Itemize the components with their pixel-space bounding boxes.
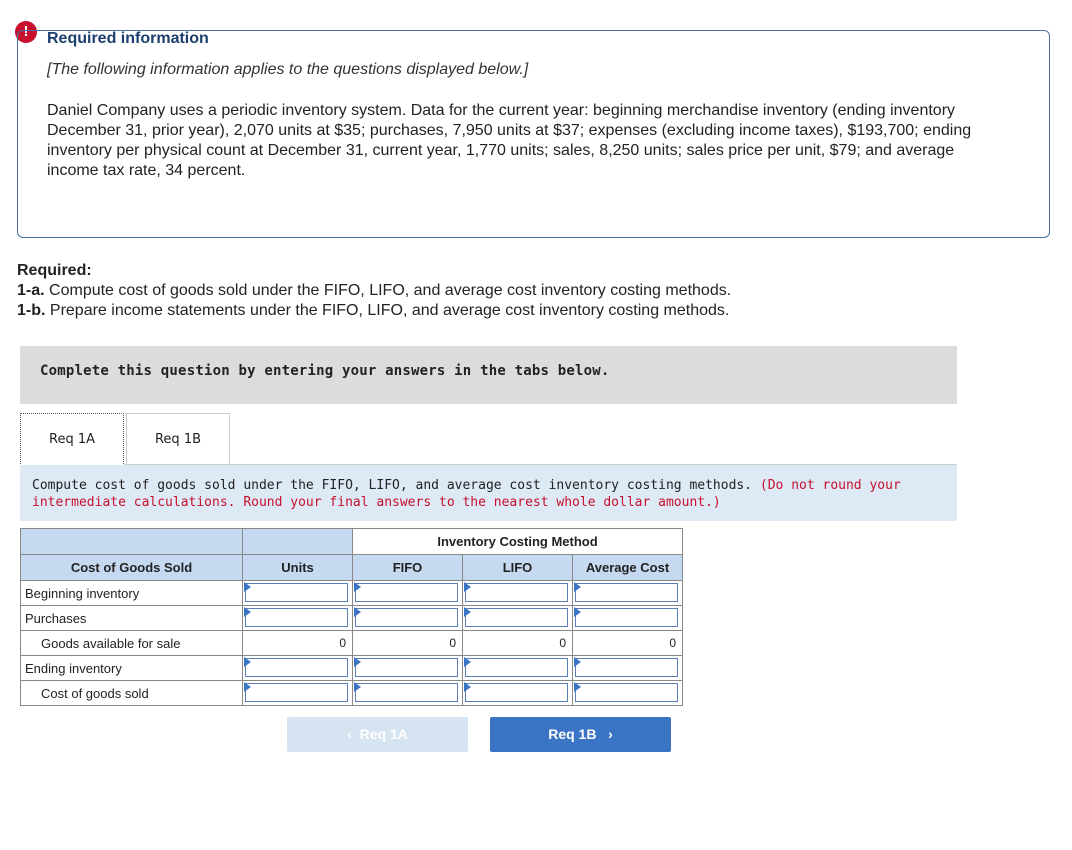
table-row (21, 681, 683, 706)
input-cell (353, 581, 463, 606)
input-cell (573, 681, 683, 706)
table-row (21, 606, 683, 631)
column-header: FIFO (353, 555, 463, 581)
input-flag-icon (354, 607, 361, 617)
next-req-button[interactable] (490, 717, 671, 752)
prev-req-label: Req 1A (359, 726, 408, 742)
row-label: Purchases (21, 606, 243, 631)
table-row (21, 631, 683, 656)
lifo-total: 0 (463, 631, 573, 656)
input-cell (353, 606, 463, 631)
tab-req-1a[interactable]: Req 1A (20, 413, 124, 466)
column-header: Cost of Goods Sold (21, 555, 243, 581)
required-item-label: 1-b. (17, 302, 46, 319)
instruction-note: (Do not round your intermediate calculations. Round your final answers to the nearest whole dollar amount.) (32, 478, 901, 510)
row-label: Goods available for sale (21, 631, 243, 656)
average-cost-input[interactable] (575, 658, 678, 677)
info-title: Required information (47, 30, 209, 47)
required-item-label: 1-a. (17, 282, 45, 299)
input-cell (573, 656, 683, 681)
complete-bar (20, 346, 957, 404)
alert-icon: ! (15, 21, 37, 43)
fifo-input[interactable] (355, 608, 458, 627)
required-item (17, 281, 917, 301)
input-flag-icon (464, 582, 471, 592)
input-cell (463, 606, 573, 631)
input-cell (463, 681, 573, 706)
input-flag-icon (354, 682, 361, 692)
input-flag-icon (244, 607, 251, 617)
input-cell (353, 681, 463, 706)
input-flag-icon (574, 582, 581, 592)
units-input[interactable] (245, 683, 348, 702)
input-flag-icon (574, 607, 581, 617)
required-item (17, 301, 917, 321)
chevron-left-icon: ‹ (347, 726, 352, 742)
units-input[interactable] (245, 583, 348, 602)
input-cell (463, 656, 573, 681)
lifo-input[interactable] (465, 658, 568, 677)
fifo-total: 0 (353, 631, 463, 656)
required-section (17, 261, 917, 321)
input-cell (463, 581, 573, 606)
row-label: Beginning inventory (21, 581, 243, 606)
instruction-panel (20, 465, 957, 521)
info-body: Daniel Company uses a periodic inventory system. Data for the current year: beginning merchandise inventory (ending inventory December 31, prior year), 2,070 units at $35; purchases, 7,950 units at $37; expenses (excluding income taxes), $193,700; ending inventory per physical count at December 31, current year, 1,770 units; sales, 8,250 units; sales price per unit, $79; and average income tax rate, 34 percent. (47, 102, 972, 179)
header-blank (21, 529, 243, 555)
input-cell (243, 656, 353, 681)
input-flag-icon (244, 682, 251, 692)
input-cell (243, 681, 353, 706)
required-item-text: Compute cost of goods sold under the FIFO, LIFO, and average cost inventory costing methods. (49, 282, 732, 299)
input-flag-icon (244, 582, 251, 592)
input-cell (243, 581, 353, 606)
instruction-text: Compute cost of goods sold under the FIFO, LIFO, and average cost inventory costing methods. (32, 478, 753, 493)
input-cell (573, 606, 683, 631)
next-req-label: Req 1B (548, 726, 597, 742)
average-cost-total: 0 (573, 631, 683, 656)
tab-req-1b[interactable]: Req 1B (126, 413, 230, 465)
required-item-text: Prepare income statements under the FIFO, LIFO, and average cost inventory costing methods. (49, 302, 730, 319)
input-flag-icon (464, 607, 471, 617)
input-flag-icon (354, 582, 361, 592)
input-flag-icon (464, 682, 471, 692)
input-flag-icon (464, 657, 471, 667)
info-subtitle: [The following information applies to the questions displayed below.] (47, 61, 529, 78)
cogs-table (20, 528, 683, 706)
input-cell (353, 656, 463, 681)
average-cost-input[interactable] (575, 583, 678, 602)
input-flag-icon (574, 682, 581, 692)
chevron-right-icon: › (608, 726, 613, 742)
fifo-input[interactable] (355, 583, 458, 602)
input-cell (243, 606, 353, 631)
table-row (21, 581, 683, 606)
input-flag-icon (244, 657, 251, 667)
group-header: Inventory Costing Method (353, 529, 683, 555)
required-heading: Required: (17, 262, 92, 279)
header-blank (243, 529, 353, 555)
fifo-input[interactable] (355, 658, 458, 677)
column-header: Average Cost (573, 555, 683, 581)
lifo-input[interactable] (465, 583, 568, 602)
units-input[interactable] (245, 608, 348, 627)
lifo-input[interactable] (465, 683, 568, 702)
input-cell (573, 581, 683, 606)
prev-req-button[interactable] (287, 717, 468, 752)
average-cost-input[interactable] (575, 608, 678, 627)
complete-bar-text: Complete this question by entering your answers in the tabs below. (40, 363, 610, 379)
units-input[interactable] (245, 658, 348, 677)
table-row (21, 656, 683, 681)
row-label: Cost of goods sold (21, 681, 243, 706)
average-cost-input[interactable] (575, 683, 678, 702)
fifo-input[interactable] (355, 683, 458, 702)
column-header: LIFO (463, 555, 573, 581)
column-header: Units (243, 555, 353, 581)
input-flag-icon (574, 657, 581, 667)
input-flag-icon (354, 657, 361, 667)
row-label: Ending inventory (21, 656, 243, 681)
lifo-input[interactable] (465, 608, 568, 627)
units-total: 0 (243, 631, 353, 656)
